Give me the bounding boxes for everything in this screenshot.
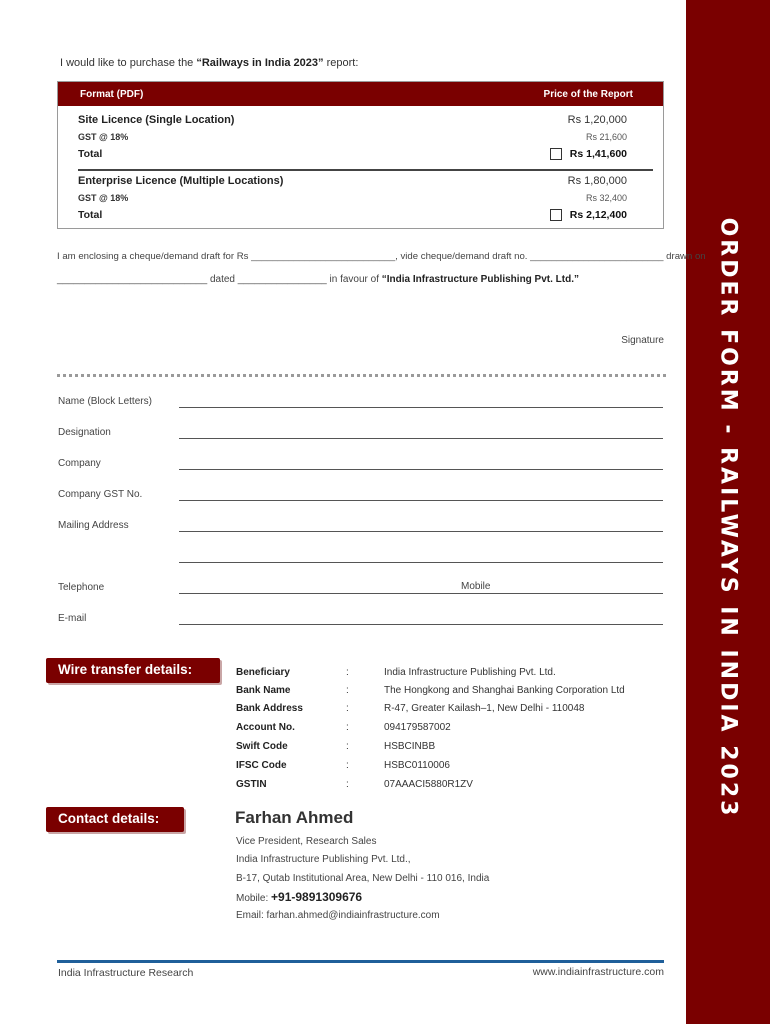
bank-value: India Infrastructure Publishing Pvt. Ltd. [384,667,556,678]
enterprise-licence-checkbox[interactable] [550,209,562,221]
email-label: E-mail [58,613,87,624]
bank-colon: : [346,703,349,714]
wire-transfer-heading [46,658,220,683]
name-label: Name (Block Letters) [58,396,152,407]
site-licence-price: Rs 1,20,000 [567,114,627,126]
bank-value: HSBCINBB [384,741,436,752]
site-gst-value: Rs 21,600 [585,132,627,142]
bank-value: 094179587002 [384,722,451,733]
bank-key: Bank Address [236,703,303,714]
enterprise-licence-label: Enterprise Licence (Multiple Locations) [78,175,284,187]
report-name: “Railways in India 2023” [196,57,324,69]
intro-suffix: report: [323,57,359,69]
designation-field[interactable] [179,438,663,439]
company-gst-field[interactable] [179,500,663,501]
payment-line-1: I am enclosing a cheque/demand draft for Rs ___________________________, vide cheque/demand draft no. _________________________ drawn on [57,251,706,262]
wire-transfer-title: Wire transfer details: [58,662,193,677]
payment-line-2-prefix: ___________________________ dated ________________ in favour of [57,274,382,285]
intro-text [60,57,358,69]
site-total-row [78,148,627,160]
enterprise-total-value: Rs 2,12,400 [569,209,627,221]
company-gst-label: Company GST No. [58,489,143,500]
contact-mobile [236,890,362,904]
sidebar-title: ORDER FORM - RAILWAYS IN INDIA 2023 [715,217,741,819]
bank-value: R-47, Greater Kailash–1, New Delhi - 110048 [384,703,585,714]
mailing-address-field-1[interactable] [179,531,663,532]
bank-key: Account No. [236,722,295,733]
bank-colon: : [346,760,349,771]
price-header: Price of the Report [543,89,633,100]
price-table [57,81,664,229]
contact-address: B-17, Qutab Institutional Area, New Delhi - 110 016, India [236,873,490,884]
site-gst-row [78,132,627,142]
footer-rule [57,960,664,963]
payee-name: “India Infrastructure Publishing Pvt. Ltd.” [381,274,580,285]
bank-colon: : [346,685,349,696]
bank-colon: : [346,722,349,733]
enterprise-gst-label: GST @ 18% [78,193,129,203]
site-licence-label: Site Licence (Single Location) [78,114,235,126]
bank-colon: : [346,667,349,678]
payment-line-2 [57,274,579,285]
site-total-value: Rs 1,41,600 [569,148,627,160]
company-label: Company [58,458,101,469]
telephone-mobile-field[interactable] [179,593,663,594]
contact-heading [46,807,184,832]
enterprise-licence-row [78,175,627,187]
telephone-label: Telephone [58,582,105,593]
enterprise-gst-row [78,193,627,203]
bank-key: GSTIN [236,779,267,790]
mobile-label: Mobile [461,581,491,592]
bank-key: Swift Code [236,741,288,752]
name-field[interactable] [179,407,663,408]
mailing-address-field-2[interactable] [179,562,663,563]
intro-prefix: I would like to purchase the [60,57,197,69]
bank-value: The Hongkong and Shanghai Banking Corporation Ltd [384,685,625,696]
bank-key: Beneficiary [236,667,290,678]
contact-title: Contact details: [58,811,160,826]
table-separator [78,169,653,171]
dotted-divider [57,374,666,377]
footer-website-link[interactable]: www.indiainfrastructure.com [532,966,664,978]
price-table-header [58,82,663,106]
signature-label: Signature [621,335,664,346]
contact-name: Farhan Ahmed [235,808,354,827]
mailing-address-label: Mailing Address [58,520,129,531]
bank-colon: : [346,779,349,790]
contact-mobile-label: Mobile: [236,893,272,904]
bank-key: IFSC Code [236,760,287,771]
contact-company: India Infrastructure Publishing Pvt. Ltd., [236,854,411,865]
site-licence-row [78,114,627,126]
enterprise-licence-price: Rs 1,80,000 [567,175,627,187]
enterprise-total-row [78,209,627,221]
site-gst-label: GST @ 18% [78,132,129,142]
email-field[interactable] [179,624,663,625]
designation-label: Designation [58,427,111,438]
bank-colon: : [346,741,349,752]
bank-key: Bank Name [236,685,291,696]
contact-mobile-number[interactable]: +91-9891309676 [271,890,363,904]
format-header: Format (PDF) [80,89,144,100]
site-total-label: Total [78,148,103,160]
bank-value: HSBC0110006 [384,760,450,771]
company-field[interactable] [179,469,663,470]
contact-designation: Vice President, Research Sales [236,836,377,847]
enterprise-gst-value: Rs 32,400 [585,193,627,203]
enterprise-total-label: Total [78,209,103,221]
bank-value: 07AAACI5880R1ZV [384,779,473,790]
contact-email[interactable]: Email: farhan.ahmed@indiainfrastructure.com [236,910,440,921]
site-licence-checkbox[interactable] [550,148,562,160]
footer-publisher: India Infrastructure Research [58,967,194,979]
